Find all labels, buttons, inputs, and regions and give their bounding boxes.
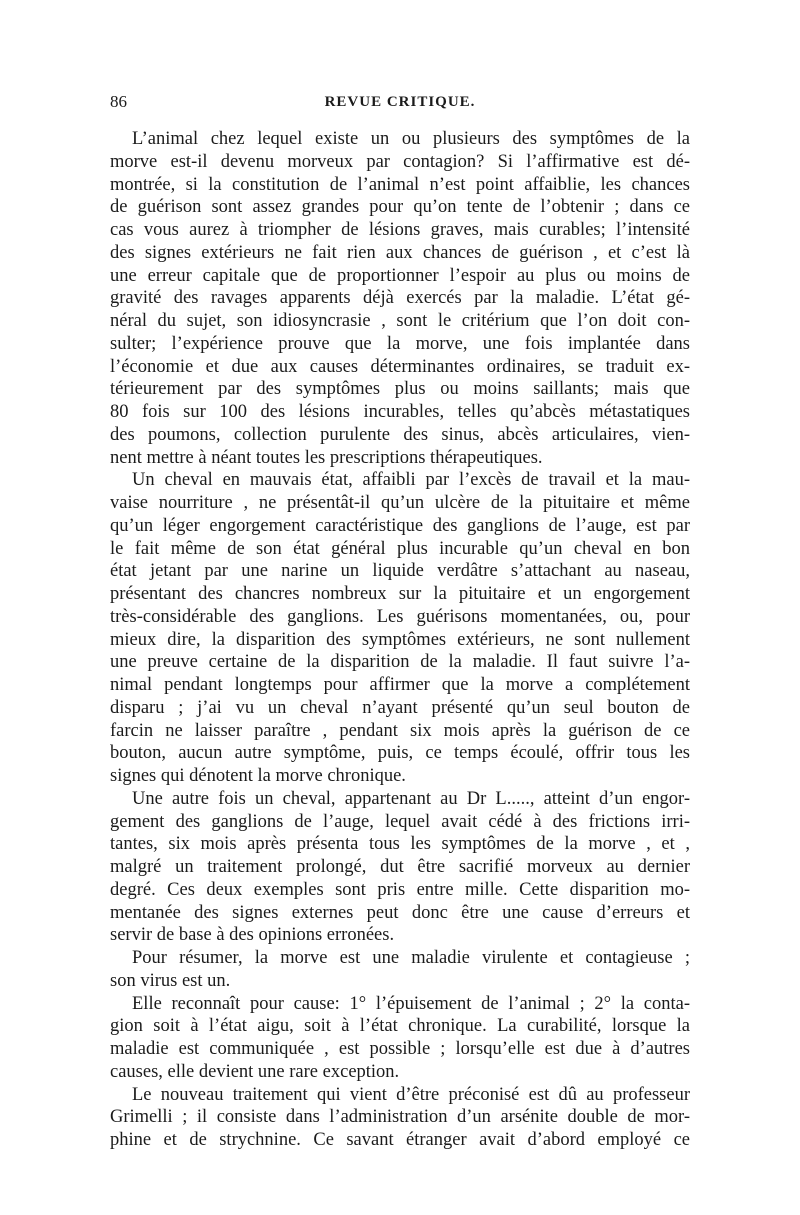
text-line: son virus est un. [110,970,231,991]
text-line: causes, elle devient une rare exception. [110,1061,400,1082]
text-line: morve est-il devenu morveux par contagion? Si l’affirmative est dé- [110,151,690,172]
text-line: l’économie et due aux causes déterminantes ordinaires, se traduit ex- [110,356,690,377]
text-line: térieurement par des symptômes plus ou moins saillants; mais que [110,379,690,400]
text-line: gement des ganglions de l’auge, lequel avait cédé à des frictions irri- [110,811,690,832]
text-line: état jetant par une narine un liquide verdâtre s’attachant au naseau, [110,561,690,582]
text-line: cas vous aurez à triompher de lésions graves, mais curables; l’intensité [110,220,690,240]
text-line: L’animal chez lequel existe un ou plusieurs des symptômes de la [132,129,690,149]
text-line: nent mettre à néant toutes les prescriptions thérapeutiques. [110,447,543,468]
text-line: vaise nourriture , ne présentât-il qu’un ulcère de la pituitaire et même [110,493,690,513]
text-line: maladie est communiquée , est possible ; lorsqu’elle est due à d’autres [110,1039,690,1059]
text-line: gravité des ravages apparents déjà exercés par la maladie. L’état gé- [110,288,690,309]
text-line: montrée, si la constitution de l’animal n’est point affaiblie, les chances [110,174,690,195]
text-line: qu’un léger engorgement caractéristique des ganglions de l’auge, est par [110,515,690,536]
running-title: REVUE CRITIQUE. [324,94,476,110]
text-line: farcin ne laisser paraître , pendant six mois après la guérison de ce [110,720,690,741]
text-line: Le nouveau traitement qui vient d’être préconisé est dû au professeur [132,1084,690,1105]
text-line: sulter; l’expérience prouve que la morve, une fois implantée dans [110,333,690,354]
text-line: malgré un traitement prolongé, dut être sacrifié morveux au dernier [110,857,690,877]
text-line: 80 fois sur 100 des lésions incurables, telles qu’abcès métastatiques [110,402,690,422]
text-line: gion soit à l’état aigu, soit à l’état chronique. La curabilité, lorsque la [110,1016,690,1037]
text-line: Elle reconnaît pour cause: 1° l’épuisement de l’animal ; 2° la conta- [132,993,690,1014]
text-line: mieux dire, la disparition des symptômes extérieurs, ne sont nullement [110,629,690,650]
body-text [110,128,690,1152]
text-line: nimal pendant longtemps pour affirmer que la morve a complétement [110,675,690,695]
text-line: signes qui dénotent la morve chronique. [110,766,406,786]
text-line: bouton, aucun autre symptôme, puis, ce temps écoulé, offrir tous les [110,743,690,764]
text-line: Pour résumer, la morve est une maladie virulente et contagieuse ; [132,948,690,968]
text-line: le fait même de son état général plus incurable qu’un cheval en bon [110,538,690,559]
text-line: Grimelli ; il consiste dans l’administration d’un arsénite double de mor- [110,1107,690,1128]
page-number: 86 [110,92,127,111]
text-line: mentanée des signes externes peut donc être une cause d’erreurs et [110,902,690,923]
text-line: degré. Ces deux exemples sont pris entre mille. Cette disparition mo- [110,879,690,900]
text-line: des poumons, collection purulente des sinus, abcès articulaires, vien- [110,424,690,445]
text-line: phine et de strychnine. Ce savant étranger avait d’abord employé ce [110,1130,690,1150]
text-line: présentant des chancres nombreux sur la pituitaire et un engorgement [110,584,690,604]
text-line: de guérison sont assez grandes pour qu’on tente de l’obtenir ; dans ce [110,197,690,218]
text-line: une preuve certaine de la disparition de la maladie. Il faut suivre l’a- [110,652,690,673]
text-line: Une autre fois un cheval, appartenant au Dr L....., atteint d’un engor- [132,788,690,809]
text-line: très-considérable des ganglions. Les guérisons momentanées, ou, pour [110,606,690,627]
text-line: tantes, six mois après présenta tous les symptômes de la morve , et , [110,834,690,855]
text-line: disparu ; j’ai vu un cheval n’ayant présenté qu’un seul bouton de [110,697,690,718]
text-line: une erreur capitale que de proportionner l’espoir au plus ou moins de [110,265,690,286]
text-line: des signes extérieurs ne fait rien aux chances de guérison , et c’est là [110,242,690,263]
text-line: servir de base à des opinions erronées. [110,925,395,946]
page-header [110,90,690,114]
text-line: Un cheval en mauvais état, affaibli par l’excès de travail et la mau- [132,470,690,491]
text-line: néral du sujet, son idiosyncrasie , sont le critérium que l’on doit con- [110,311,690,331]
